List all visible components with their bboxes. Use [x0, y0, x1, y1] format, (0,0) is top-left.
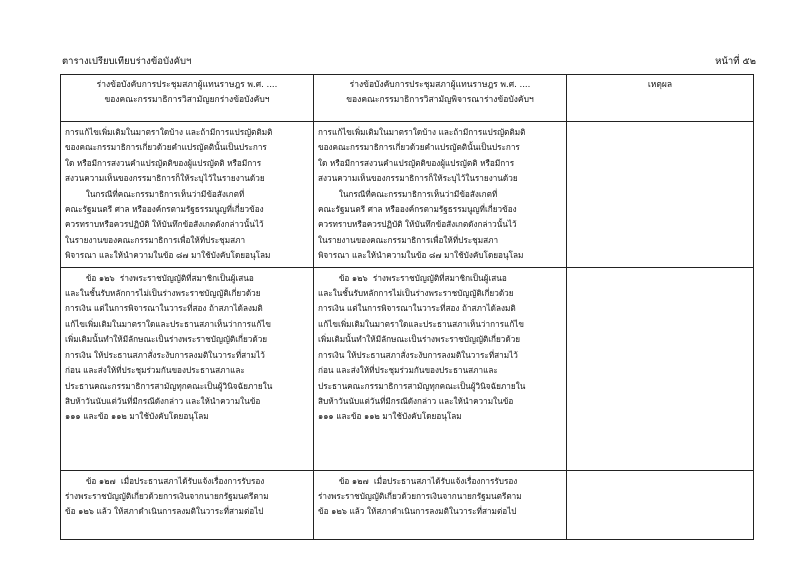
text-line: ๑๑๑ และข้อ ๑๑๒ มาใช้บังคับโดยอนุโลม [65, 411, 209, 422]
column-header-line: เหตุผล [647, 80, 673, 90]
text-line: และในชั้นรับหลักการไม่เป็นร่างพระราชบัญญัติเกี่ยวด้วย [65, 288, 261, 299]
column-header-line: ของคณะกรรมาธิการวิสามัญพิจารณาร่างข้อบังคับฯ [346, 95, 534, 105]
table-row [61, 267, 754, 470]
text-line: ร่างพระราชบัญญัติเกี่ยวด้วยการเงินจากนายกรัฐมนตรีตาม [318, 491, 522, 502]
text-line: ควรทราบหรือควรปฏิบัติ ให้บันทึกข้อสังเกตดังกล่าวนั้นไว้ [65, 219, 264, 230]
text-line: คณะรัฐมนตรี ศาล หรือองค์กรตามรัฐธรรมนูญที่เกี่ยวข้อง [65, 204, 264, 215]
text-line: ใด หรือมีการสงวนคำแปรญัตติของผู้แปรญัตติ หรือมีการ [65, 157, 262, 168]
text-line: พิจารณา และให้นำความในข้อ ๘๗ มาใช้บังคับโดยอนุโลม [65, 250, 271, 261]
text-line: ร่างพระราชบัญญัติเกี่ยวด้วยการเงินจากนายกรัฐมนตรีตาม [65, 491, 269, 502]
column-header-review-committee [314, 75, 567, 122]
text-line: ข้อ ๑๒๗ เมื่อประธานสภาได้รับแจ้งเรื่องการรับรอง [318, 475, 518, 486]
text-line: เพิ่มเติมนั้นทำให้มีลักษณะเป็นร่างพระราชบัญญัติเกี่ยวด้วย [318, 334, 521, 345]
text-line: ข้อ ๑๒๖ แล้ว ให้สภาดำเนินการลงมติในวาระที่สามต่อไป [65, 506, 264, 517]
table-row [61, 122, 754, 268]
column-header-line: ของคณะกรรมาธิการวิสามัญยกร่างข้อบังคับฯ [104, 95, 270, 105]
comparison-table [60, 74, 754, 540]
text-line: ข้อ ๑๒๖ ร่างพระราชบัญญัติที่สมาชิกเป็นผู้เสนอ [65, 272, 254, 283]
text-line: การเงิน ให้ประธานสภาสั่งระงับการลงมติในวาระที่สามไว้ [318, 349, 518, 360]
column-header-line: ร่างข้อบังคับการประชุมสภาผู้แทนราษฎร พ.ศ. .... [349, 80, 531, 90]
text-line: สิบห้าวันนับแต่วันที่มีกรณีดังกล่าว และให้นำความในข้อ [318, 395, 514, 406]
text-line: ประธานคณะกรรมาธิการสามัญทุกคณะเป็นผู้วินิจฉัยภายใน [318, 380, 526, 391]
cell-drafting-text [61, 470, 314, 539]
text-line: ในกรณีที่คณะกรรมาธิการเห็นว่ามีข้อสังเกตที่ [318, 188, 498, 199]
table-header-row [61, 75, 754, 122]
table-row [61, 470, 754, 539]
text-line: และในชั้นรับหลักการไม่เป็นร่างพระราชบัญญัติเกี่ยวด้วย [318, 288, 514, 299]
text-line: ของคณะกรรมาธิการเกี่ยวด้วยคำแปรญัตตินั้นเป็นประการ [65, 142, 267, 153]
text-line: ของคณะกรรมาธิการเกี่ยวด้วยคำแปรญัตตินั้นเป็นประการ [318, 142, 520, 153]
column-header-reason [567, 75, 754, 122]
text-line: การเงิน ให้ประธานสภาสั่งระงับการลงมติในวาระที่สามไว้ [65, 349, 265, 360]
text-line: แก้ไขเพิ่มเติมในมาตราใดและประธานสภาเห็นว่าการแก้ไข [318, 318, 525, 329]
cell-reason [567, 122, 754, 268]
cell-review-text [314, 470, 567, 539]
text-line: การแก้ไขเพิ่มเติมในมาตราใดบ้าง และถ้ามีการแปรญัตติมติ [65, 127, 273, 137]
cell-review-text [314, 122, 567, 268]
text-line: ในรายงานของคณะกรรมาธิการเพื่อให้ที่ประชุมสภา [318, 234, 499, 245]
text-line: แก้ไขเพิ่มเติมในมาตราใดและประธานสภาเห็นว่าการแก้ไข [65, 318, 272, 329]
text-line: ประธานคณะกรรมาธิการสามัญทุกคณะเป็นผู้วินิจฉัยภายใน [65, 380, 273, 391]
cell-drafting-text [61, 122, 314, 268]
text-line: เพิ่มเติมนั้นทำให้มีลักษณะเป็นร่างพระราชบัญญัติเกี่ยวด้วย [65, 334, 268, 345]
text-line: การแก้ไขเพิ่มเติมในมาตราใดบ้าง และถ้ามีการแปรญัตติมติ [318, 127, 526, 137]
cell-review-text [314, 267, 567, 470]
column-header-line: ร่างข้อบังคับการประชุมสภาผู้แทนราษฎร พ.ศ. .... [96, 80, 278, 90]
text-line: การเงิน แต่ในการพิจารณาในวาระที่สอง ถ้าสภาได้ลงมติ [65, 303, 263, 314]
cell-drafting-text [61, 267, 314, 470]
text-line: พิจารณา และให้นำความในข้อ ๘๗ มาใช้บังคับโดยอนุโลม [318, 250, 524, 261]
text-line: ข้อ ๑๒๗ เมื่อประธานสภาได้รับแจ้งเรื่องการรับรอง [65, 475, 265, 486]
text-line: ข้อ ๑๒๖ ร่างพระราชบัญญัติที่สมาชิกเป็นผู้เสนอ [318, 272, 507, 283]
text-line: ข้อ ๑๒๖ แล้ว ให้สภาดำเนินการลงมติในวาระที่สามต่อไป [318, 506, 517, 517]
text-line: สิบห้าวันนับแต่วันที่มีกรณีดังกล่าว และให้นำความในข้อ [65, 395, 261, 406]
text-line: ก่อน และส่งให้ที่ประชุมร่วมกันของประธานสภาและ [65, 365, 245, 376]
text-line: ควรทราบหรือควรปฏิบัติ ให้บันทึกข้อสังเกตดังกล่าวนั้นไว้ [318, 219, 517, 230]
text-line: ใด หรือมีการสงวนคำแปรญัตติของผู้แปรญัตติ หรือมีการ [318, 157, 515, 168]
column-header-drafting-committee [61, 75, 314, 122]
text-line: ๑๑๑ และข้อ ๑๑๒ มาใช้บังคับโดยอนุโลม [318, 411, 462, 422]
text-line: การเงิน แต่ในการพิจารณาในวาระที่สอง ถ้าสภาได้ลงมติ [318, 303, 516, 314]
text-line: ก่อน และส่งให้ที่ประชุมร่วมกันของประธานสภาและ [318, 365, 498, 376]
text-line: สงวนความเห็นของกรรมาธิการก็ให้ระบุไว้ในรายงานด้วย [65, 173, 265, 184]
cell-reason [567, 267, 754, 470]
page-number: หน้าที่ ๕๒ [715, 56, 756, 67]
text-line: ในกรณีที่คณะกรรมาธิการเห็นว่ามีข้อสังเกตที่ [65, 188, 245, 199]
text-line: คณะรัฐมนตรี ศาล หรือองค์กรตามรัฐธรรมนูญที่เกี่ยวข้อง [318, 204, 517, 215]
text-line: ในรายงานของคณะกรรมาธิการเพื่อให้ที่ประชุมสภา [65, 234, 246, 245]
cell-reason [567, 470, 754, 539]
text-line: สงวนความเห็นของกรรมาธิการก็ให้ระบุไว้ในรายงานด้วย [318, 173, 518, 184]
document-title: ตารางเปรียบเทียบร่างข้อบังคับฯ [62, 56, 192, 67]
